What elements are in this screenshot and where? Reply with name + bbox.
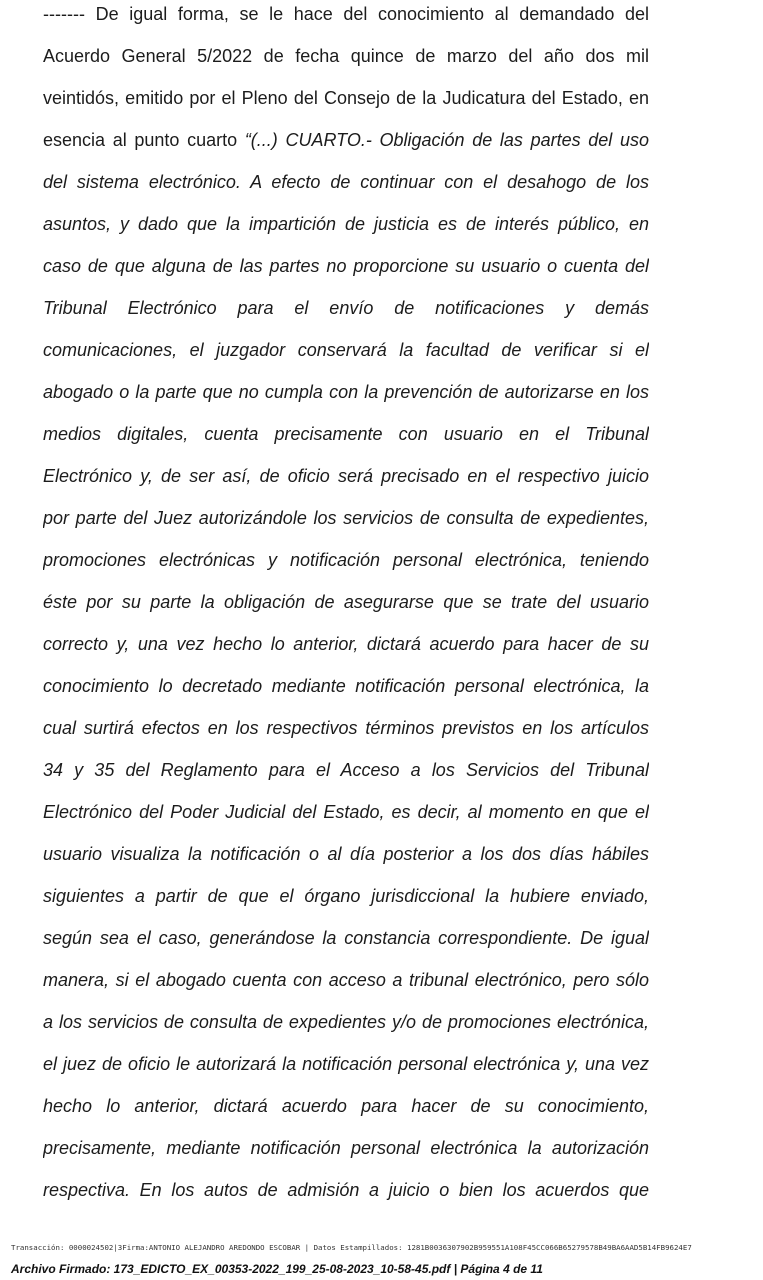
text-segment: asuntos, y dado que la impartición de justicia es de interés público, en	[43, 214, 649, 234]
text-line	[43, 1092, 649, 1134]
text-segment: “(...) CUARTO.- Obligación de las partes del uso	[244, 130, 649, 150]
text-line	[43, 756, 649, 798]
text-segment: Electrónico y, de ser así, de oficio será precisado en el respectivo juicio	[43, 466, 649, 486]
text-segment: promociones electrónicas y notificación personal electrónica, teniendo	[43, 550, 649, 570]
text-line	[43, 294, 649, 336]
text-line	[43, 798, 649, 840]
text-segment: ------- De igual forma, se le hace del conocimiento al demandado del	[43, 4, 649, 24]
text-segment: precisamente, mediante notificación personal electrónica la autorización	[43, 1138, 649, 1158]
text-line	[43, 672, 649, 714]
text-line	[43, 840, 649, 882]
text-line	[43, 924, 649, 966]
transaction-stamp-line: Transacción: 0000024502|3Firma:ANTONIO ALEJANDRO AREDONDO ESCOBAR | Datos Estampillados: 1281B0036307902B959551A108F45CC066B65279578B49BA6AAD5B14FB9624E7	[11, 1243, 692, 1252]
text-segment: conocimiento lo decretado mediante notificación personal electrónica, la	[43, 676, 649, 696]
signed-file-footer: Archivo Firmado: 173_EDICTO_EX_00353-2022_199_25-08-2023_10-58-45.pdf | Página 4 de 11	[11, 1262, 543, 1276]
document-body	[43, 0, 649, 1218]
text-segment: caso de que alguna de las partes no proporcione su usuario o cuenta del	[43, 256, 649, 276]
text-segment: cual surtirá efectos en los respectivos términos previstos en los artículos	[43, 718, 649, 738]
text-line	[43, 882, 649, 924]
text-line	[43, 252, 649, 294]
text-line	[43, 1134, 649, 1176]
text-segment: a los servicios de consulta de expedientes y/o de promociones electrónica,	[43, 1012, 649, 1032]
text-segment: esencia al punto cuarto	[43, 130, 245, 150]
text-line	[43, 168, 649, 210]
text-line	[43, 1050, 649, 1092]
text-line	[43, 714, 649, 756]
text-segment: medios digitales, cuenta precisamente con usuario en el Tribunal	[43, 424, 649, 444]
text-line	[43, 1008, 649, 1050]
text-segment: éste por su parte la obligación de asegurarse que se trate del usuario	[43, 592, 649, 612]
text-line	[43, 42, 649, 84]
text-line	[43, 84, 649, 126]
text-line	[43, 966, 649, 1008]
text-line	[43, 420, 649, 462]
text-segment: Electrónico del Poder Judicial del Estado, es decir, al momento en que el	[43, 802, 649, 822]
text-line	[43, 378, 649, 420]
text-line	[43, 0, 649, 42]
text-line	[43, 210, 649, 252]
text-segment: usuario visualiza la notificación o al día posterior a los dos días hábiles	[43, 844, 649, 864]
text-line	[43, 588, 649, 630]
text-line	[43, 630, 649, 672]
text-segment: según sea el caso, generándose la constancia correspondiente.	[43, 928, 573, 948]
text-segment: respectiva. En los autos de admisión a juicio o bien los acuerdos que	[43, 1180, 649, 1200]
text-line	[43, 504, 649, 546]
text-segment: del sistema electrónico.	[43, 172, 241, 192]
text-segment: abogado o la parte que no cumpla con la prevención de autorizarse en los	[43, 382, 649, 402]
text-segment: correcto y, una vez hecho lo anterior, dictará acuerdo para hacer de su	[43, 634, 649, 654]
text-segment: comunicaciones, el juzgador conservará la facultad de verificar si el	[43, 340, 649, 360]
text-segment: De igual	[572, 928, 649, 948]
text-segment: manera, si el abogado cuenta con acceso a tribunal electrónico, pero sólo	[43, 970, 649, 990]
text-line	[43, 126, 649, 168]
text-segment: A efecto de continuar con el desahogo de los	[240, 172, 649, 192]
text-segment: veintidós, emitido por el Pleno del Consejo de la Judicatura del Estado, en	[43, 88, 649, 108]
text-segment: Acuerdo General 5/2022 de fecha quince de marzo del año dos mil	[43, 46, 649, 66]
text-segment: por parte del Juez autorizándole los servicios de consulta de expedientes,	[43, 508, 649, 528]
text-segment: hecho lo anterior, dictará acuerdo para hacer de su conocimiento,	[43, 1096, 649, 1116]
text-segment: siguientes a partir de que el órgano jurisdiccional la hubiere enviado,	[43, 886, 649, 906]
text-segment: el juez de oficio le autorizará la notificación personal electrónica y, una vez	[43, 1054, 649, 1074]
text-segment: Tribunal Electrónico para el envío de notificaciones y demás	[43, 298, 649, 318]
text-line	[43, 336, 649, 378]
text-line	[43, 462, 649, 504]
text-segment: 34 y 35 del Reglamento para el Acceso a los Servicios del Tribunal	[43, 760, 649, 780]
text-line	[43, 546, 649, 588]
text-line	[43, 1176, 649, 1218]
